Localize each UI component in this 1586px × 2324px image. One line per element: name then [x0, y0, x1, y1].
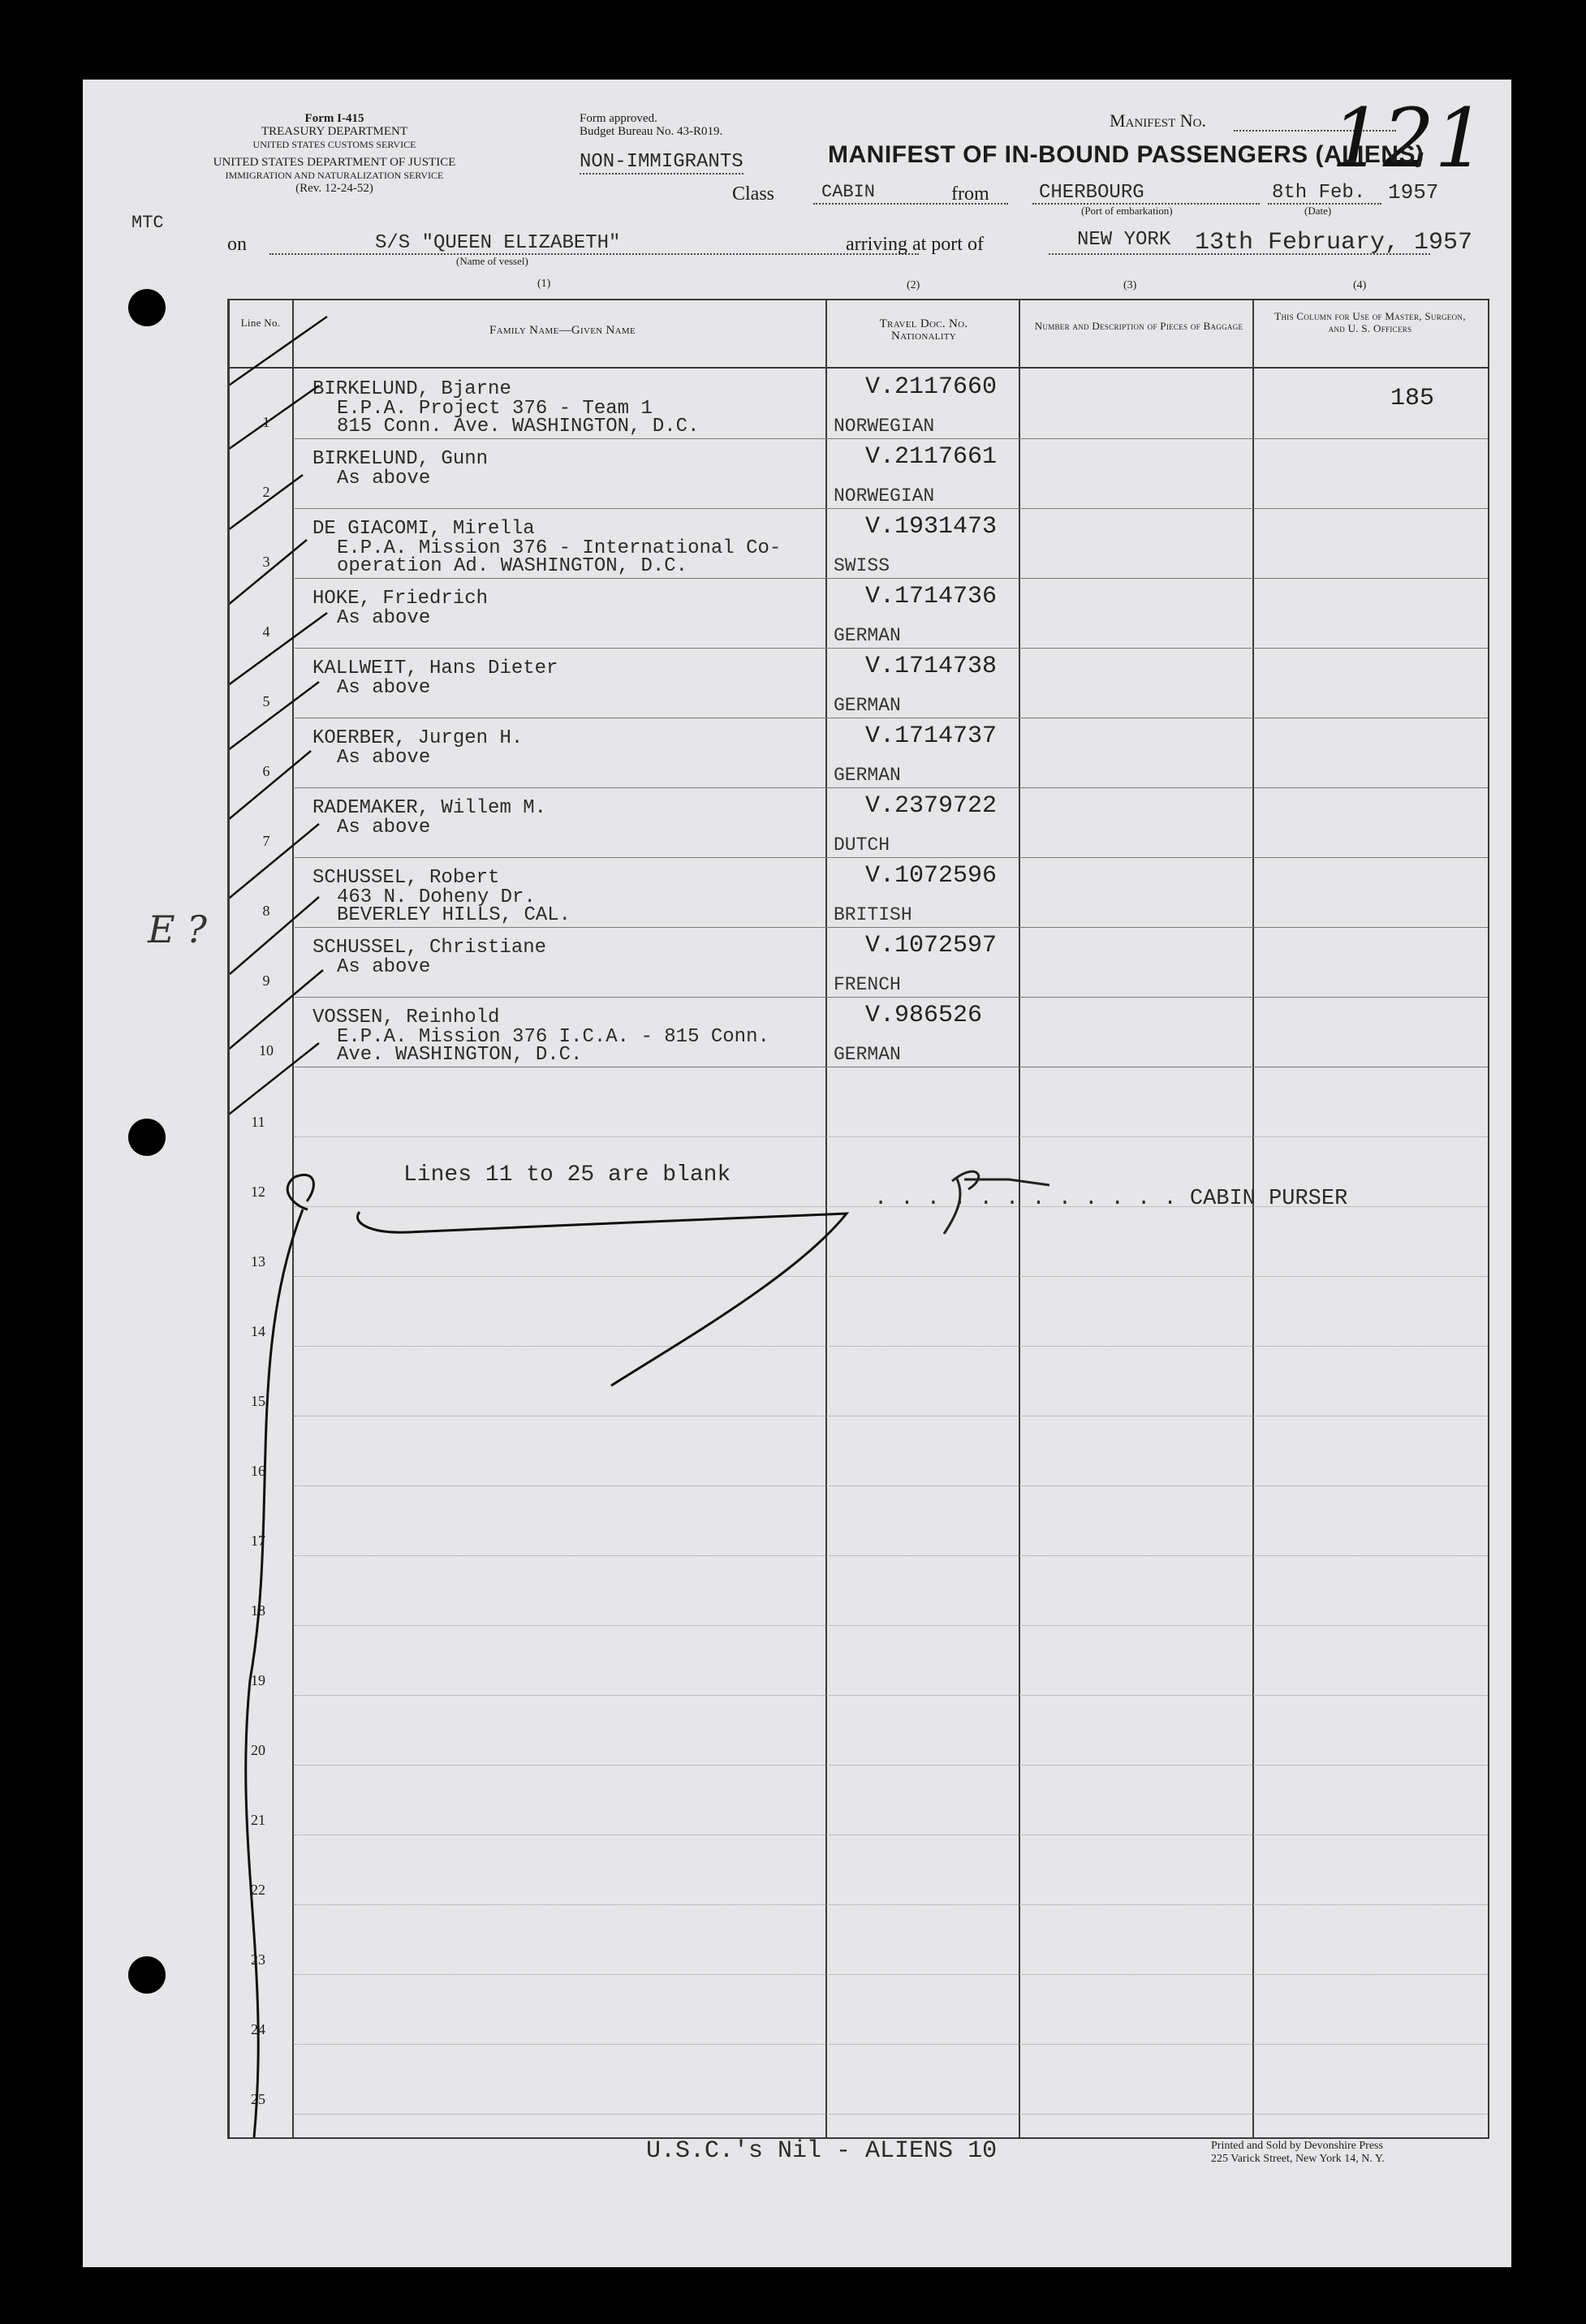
row-line-number: 1 — [262, 414, 270, 430]
row-detail-1: As above — [337, 747, 431, 769]
row-travel-doc: V.1931473 — [865, 513, 998, 541]
row-nationality: NORWEGIAN — [834, 416, 935, 437]
approved-label: Form approved. — [580, 112, 657, 125]
row-officer-note: 185 — [1390, 385, 1435, 412]
non-immigrants-label: NON-IMMIGRANTS — [580, 151, 743, 173]
col-head-line-no: Line No. — [240, 317, 281, 329]
vessel-dots — [269, 253, 919, 255]
row-detail-2: Ave. WASHINGTON, D.C. — [337, 1044, 583, 1066]
row-detail-1: 463 N. Doheny Dr. — [337, 886, 536, 908]
empty-line-number: 25 — [251, 2091, 265, 2107]
table-row — [230, 648, 1488, 718]
row-line-number: 3 — [262, 554, 270, 570]
row-name: VOSSEN, Reinhold — [312, 1007, 500, 1028]
row-travel-doc: V.986526 — [865, 1002, 983, 1029]
date-value: 8th Feb. — [1272, 182, 1366, 204]
row-line-number: 5 — [262, 693, 270, 709]
empty-line-number: 12 — [251, 1184, 265, 1200]
printer-line-1: Printed and Sold by Devonshire Press — [1211, 2140, 1383, 2152]
row-nationality: GERMAN — [834, 625, 901, 646]
row-travel-doc: V.1072597 — [865, 932, 998, 959]
table-row — [230, 438, 1488, 508]
class-value: CABIN — [821, 182, 876, 202]
row-name: RADEMAKER, Willem M. — [312, 797, 547, 819]
row-detail-1: As above — [337, 607, 431, 629]
row-line-number: 9 — [262, 972, 270, 989]
justice-label: UNITED STATES DEPARTMENT OF JUSTICE — [213, 156, 456, 169]
row-travel-doc: V.2117661 — [865, 443, 998, 471]
empty-row-divider — [295, 1485, 1488, 1486]
totals-line: U.S.C.'s Nil - ALIENS 10 — [646, 2137, 998, 2165]
empty-line-number: 23 — [251, 1951, 265, 1968]
from-label: from — [951, 183, 989, 205]
table-row — [230, 927, 1488, 997]
row-nationality: GERMAN — [834, 695, 901, 716]
arrival-dots — [1049, 253, 1430, 255]
class-label: Class — [732, 183, 775, 205]
arriving-label: arriving at port of — [846, 234, 984, 255]
col-num-4: (4) — [1353, 279, 1367, 291]
row-detail-1: E.P.A. Mission 376 - International Co- — [337, 537, 782, 559]
empty-line-number: 11 — [251, 1114, 265, 1130]
row-name: SCHUSSEL, Christiane — [312, 937, 547, 959]
row-line-number: 6 — [262, 763, 270, 779]
margin-mark: E ? — [148, 908, 207, 951]
row-detail-1: As above — [337, 956, 431, 978]
row-detail-2: 815 Conn. Ave. WASHINGTON, D.C. — [337, 416, 700, 438]
row-name: KALLWEIT, Hans Dieter — [312, 658, 558, 679]
cabin-purser: . . . . . . . . . . . . CABIN PURSER — [874, 1187, 1348, 1211]
binder-hole-1 — [128, 289, 166, 326]
row-nationality: FRENCH — [834, 974, 901, 995]
row-line-number: 8 — [262, 903, 270, 919]
form-number: Form I-415 — [304, 112, 364, 125]
table-row — [230, 997, 1488, 1067]
empty-line-number: 13 — [251, 1253, 265, 1270]
empty-row-divider — [295, 1555, 1488, 1556]
row-line-number: 2 — [262, 484, 270, 500]
empty-line-number: 17 — [251, 1533, 265, 1549]
empty-line-number: 15 — [251, 1393, 265, 1409]
manifest-number-handwritten: 121 — [1331, 91, 1486, 186]
customs-label: UNITED STATES CUSTOMS SERVICE — [252, 139, 416, 150]
row-detail-1: E.P.A. Project 376 - Team 1 — [337, 398, 653, 420]
empty-line-number: 20 — [251, 1742, 265, 1758]
empty-row-divider — [295, 2044, 1488, 2045]
form-agency-block — [213, 112, 456, 195]
year-value: 1957 — [1388, 180, 1439, 205]
arrival-date: 13th February, 1957 — [1195, 229, 1473, 257]
empty-row-divider — [295, 2114, 1488, 2115]
approval-block — [580, 112, 722, 138]
date-caption: (Date) — [1304, 205, 1332, 217]
passenger-table — [227, 299, 1489, 2139]
vessel-caption: (Name of vessel) — [456, 255, 528, 267]
row-nationality: GERMAN — [834, 765, 901, 786]
row-travel-doc: V.1714738 — [865, 653, 998, 680]
binder-hole-3 — [128, 1956, 166, 1994]
empty-line-number: 14 — [251, 1323, 265, 1339]
row-travel-doc: V.2117660 — [865, 373, 998, 401]
table-row — [230, 718, 1488, 787]
col-num-3: (3) — [1123, 279, 1137, 291]
printer-block — [1211, 2140, 1385, 2166]
ins-label: IMMIGRATION AND NATURALIZATION SERVICE — [225, 170, 444, 181]
empty-row-divider — [295, 1974, 1488, 1975]
col-num-1: (1) — [537, 278, 551, 290]
row-travel-doc: V.1714737 — [865, 722, 998, 750]
manifest-no-label: Manifest No. — [1110, 110, 1206, 131]
manifest-page — [83, 80, 1511, 2267]
row-nationality: BRITISH — [834, 904, 912, 925]
binder-hole-2 — [128, 1119, 166, 1156]
col-num-2: (2) — [907, 279, 920, 291]
arrival-port: NEW YORK — [1077, 229, 1171, 251]
from-value: CHERBOURG — [1039, 182, 1144, 204]
printer-line-2: 225 Varick Street, New York 14, N. Y. — [1211, 2153, 1385, 2165]
empty-row-divider — [295, 1276, 1488, 1277]
row-name: BIRKELUND, Bjarne — [312, 378, 511, 400]
row-nationality: GERMAN — [834, 1044, 901, 1065]
table-row — [230, 857, 1488, 927]
vessel-name: S/S "QUEEN ELIZABETH" — [375, 232, 621, 254]
on-label: on — [227, 234, 247, 255]
table-row — [230, 369, 1488, 438]
row-nationality: NORWEGIAN — [834, 485, 935, 507]
empty-row-divider — [295, 1765, 1488, 1766]
rev-label: (Rev. 12-24-52) — [295, 182, 373, 195]
col-head-officers: This Column for Use of Master, Surgeon, and U. S. Officers — [1274, 310, 1466, 334]
empty-line-number: 16 — [251, 1463, 265, 1479]
blank-lines-note: Lines 11 to 25 are blank — [403, 1162, 731, 1188]
row-detail-2: BEVERLEY HILLS, CAL. — [337, 904, 571, 926]
empty-line-number: 24 — [251, 2021, 265, 2037]
col-head-name: Family Name—Given Name — [489, 324, 636, 337]
col-head-doc: Travel Doc. No. Nationality — [879, 317, 968, 343]
row-travel-doc: V.1714736 — [865, 583, 998, 610]
row-detail-1: As above — [337, 468, 431, 489]
row-travel-doc: V.2379722 — [865, 792, 998, 820]
manifest-title: MANIFEST OF IN-BOUND PASSENGERS (ALIENS) — [828, 141, 1424, 168]
table-row — [230, 508, 1488, 578]
margin-note: MTC — [131, 213, 164, 233]
empty-line-number: 18 — [251, 1602, 265, 1619]
row-travel-doc: V.1072596 — [865, 862, 998, 890]
row-line-number: 4 — [262, 623, 270, 640]
empty-row-divider — [295, 1346, 1488, 1347]
row-nationality: DUTCH — [834, 834, 890, 856]
treasury-label: TREASURY DEPARTMENT — [261, 125, 408, 138]
row-name: SCHUSSEL, Robert — [312, 867, 500, 889]
row-name: BIRKELUND, Gunn — [312, 448, 489, 470]
row-name: DE GIACOMI, Mirella — [312, 518, 535, 540]
row-name: KOERBER, Jurgen H. — [312, 727, 524, 749]
empty-line-number: 19 — [251, 1672, 265, 1688]
empty-row-divider — [295, 1136, 1488, 1137]
row-line-number: 7 — [262, 833, 270, 849]
empty-row-divider — [295, 1695, 1488, 1696]
row-detail-1: As above — [337, 677, 431, 699]
empty-line-number: 21 — [251, 1812, 265, 1828]
table-row — [230, 787, 1488, 857]
row-name: HOKE, Friedrich — [312, 588, 489, 610]
blank-cancel-line — [358, 1212, 847, 1386]
budget-label: Budget Bureau No. 43-R019. — [580, 125, 723, 138]
col-head-baggage: Number and Description of Pieces of Baggage — [1034, 320, 1243, 332]
table-row — [230, 578, 1488, 648]
row-detail-1: As above — [337, 817, 431, 839]
empty-line-number: 22 — [251, 1882, 265, 1898]
row-nationality: SWISS — [834, 555, 890, 576]
port-caption: (Port of embarkation) — [1081, 205, 1173, 217]
row-detail-2: operation Ad. WASHINGTON, D.C. — [337, 555, 688, 577]
empty-row-divider — [295, 1904, 1488, 1905]
row-line-number: 10 — [259, 1042, 274, 1059]
row-detail-1: E.P.A. Mission 376 I.C.A. - 815 Conn. — [337, 1026, 769, 1048]
empty-row-divider — [295, 1625, 1488, 1626]
